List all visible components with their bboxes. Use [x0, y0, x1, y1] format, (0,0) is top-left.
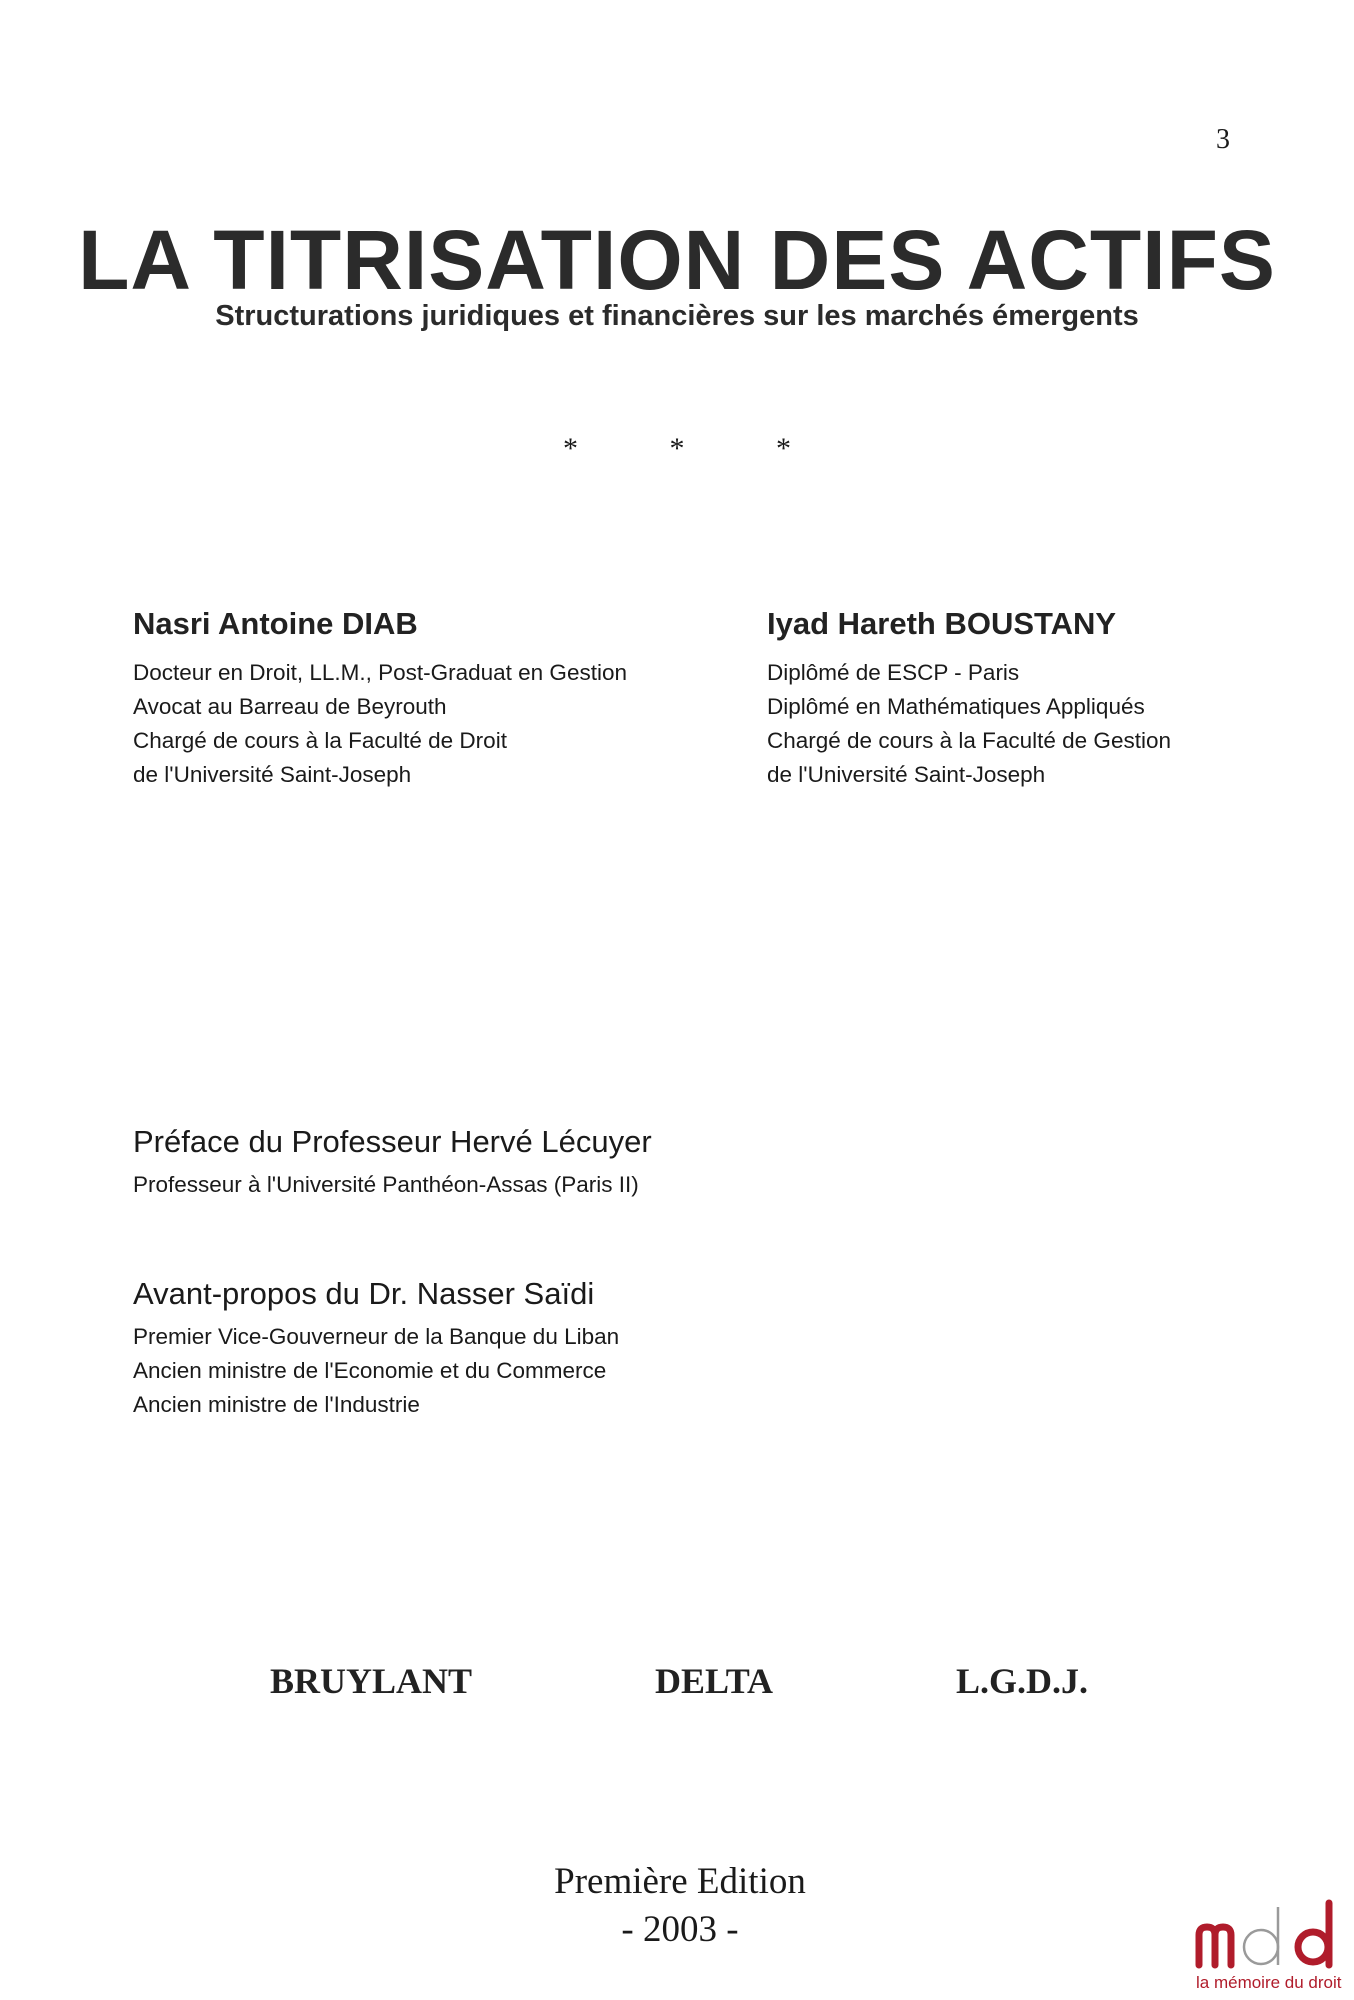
author-credential: de l'Université Saint-Joseph — [133, 762, 412, 787]
edition-year: - 2003 - — [621, 1909, 739, 1950]
edition-block — [0, 1858, 1354, 1954]
publisher-lgdj: L.G.D.J. — [956, 1661, 1089, 1701]
logo-letter-d1 — [1244, 1907, 1278, 1965]
avant-propos-line: Premier Vice-Gouverneur de la Banque du Liban — [133, 1324, 620, 1349]
preface-line: Professeur à l'Université Panthéon-Assas (Paris II) — [133, 1172, 639, 1197]
logo-letter-m — [1199, 1927, 1231, 1965]
author-block-2 — [767, 606, 1171, 792]
preface-block — [133, 1124, 652, 1202]
avant-propos-heading: Avant-propos du Dr. Nasser Saïdi — [133, 1276, 595, 1311]
separator-stars: * * * — [563, 432, 833, 465]
author-name: Nasri Antoine DIAB — [133, 606, 418, 641]
publisher-delta: DELTA — [655, 1661, 774, 1701]
author-credential: Chargé de cours à la Faculté de Gestion — [767, 728, 1171, 753]
avant-propos-line: Ancien ministre de l'Industrie — [133, 1392, 420, 1417]
logo-tagline: la mémoire du droit — [1196, 1973, 1342, 1992]
book-subtitle: Structurations juridiques et financières sur les marchés émergents — [215, 300, 1139, 332]
logo-letter-d2 — [1298, 1903, 1329, 1965]
author-credential: Avocat au Barreau de Beyrouth — [133, 694, 447, 719]
avant-propos-block — [133, 1276, 619, 1422]
book-title: LA TITRISATION DES ACTIFS — [78, 213, 1276, 307]
avant-propos-line: Ancien ministre de l'Economie et du Commerce — [133, 1358, 607, 1383]
page-number: 3 — [1216, 124, 1230, 155]
author-credential: Diplômé en Mathématiques Appliqués — [767, 694, 1145, 719]
author-name: Iyad Hareth BOUSTANY — [767, 606, 1117, 641]
publisher-bruylant: BRUYLANT — [270, 1661, 473, 1701]
author-credential: de l'Université Saint-Joseph — [767, 762, 1046, 787]
author-credential: Chargé de cours à la Faculté de Droit — [133, 728, 507, 753]
edition-label: Première Edition — [554, 1861, 806, 1902]
author-block-1 — [133, 606, 627, 792]
author-credential: Diplômé de ESCP - Paris — [767, 660, 1020, 685]
preface-heading: Préface du Professeur Hervé Lécuyer — [133, 1124, 652, 1159]
author-credential: Docteur en Droit, LL.M., Post-Graduat en Gestion — [133, 660, 627, 685]
